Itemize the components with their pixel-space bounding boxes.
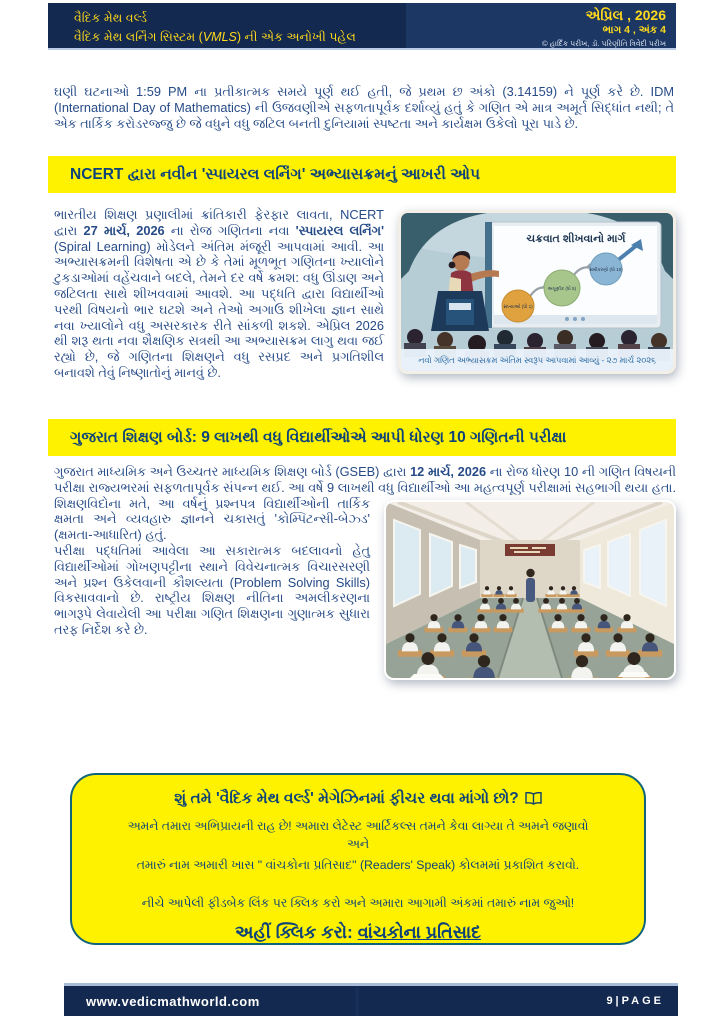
readers-speak-link[interactable]: વાંચકોના પ્રતિસાદ — [357, 921, 481, 942]
teacher-figure — [526, 568, 535, 601]
feedback-cta-prefix: અહીં ક્લિક કરો: — [235, 921, 358, 942]
section2-text-2: પ્રશ્નપત્ર વિદ્યાર્થીઓની તાર્કિક ક્ષમતા અને વ્યવહારુ જ્ઞાનને ચકાસતું 'કોમ્પિટન્સી-બેઝ્ડ' (ક્ષમતા-આધારિત) હતું. પરીક્ષા પદ્ધતિમાં આવેલા આ સકારાત્મક બદલાવનો હેતુ વિદ્યાર્થીઓમાં ગોખણપટ્ટીના સ્થાને વિવેચનાત્મક વિચારસરણી અને પ્રશ્ન ઉકેલવાની કૌશલ્યતા (Problem Solving Skills) વિકસાવવાનો છે. રાષ્ટ્રીય શિક્ષણ નીતિના અમલીકરણના ભાગરૂપે લેવાયેલી આ પરીક્ષા ગણિત શિક્ષણના ગુણાત્મક સુધારા તરફ નિર્દેશ કરે છે. — [54, 495, 370, 637]
exam-hall-svg — [386, 502, 674, 678]
section2-text-1: ગુજરાત માધ્યમિક અને ઉચ્ચતર માધ્યમિક શિક્ષણ બોર્ડ (GSEB) દ્વારા 12 માર્ચ, 2026 ના રોજ ધોરણ 10 ની ગણિત વિષયની પરીક્ષા રાજ્યભરમાં સફળતાપૂર્વક સંપન્ન થઈ. આ વર્ષે 9 લાખથી વધુ વિદ્યાર્થીઓ આ મહત્વપૂર્ણ પરીક્ષામાં સહભાગી થયા હતા. શિક્ષણવિદોના મતે, આ વર્ષનું — [54, 464, 677, 511]
issue-date: એપ્રિલ , 2026 — [585, 7, 666, 23]
feedback-box-line2: તમારું નામ અમારી ખાસ " વાંચકોના પ્રતિસાદ" (Readers' Speak) કોલમમાં પ્રકાશિત કરાવો. — [136, 857, 580, 872]
section1-text: ભારતીય શિક્ષણ પ્રણાલીમાં ક્રાંતિકારી ફેરફાર લાવતા, NCERT દ્વારા 27 માર્ચ, 2026 ના રોજ ગણિતના નવા 'સ્પાયરલ લર્નિંગ' (Spiral Learning) મોડેલને અંતિમ મંજૂરી આપવામાં આવી. આ અભ્યાસક્રમની વિશેષતા એ છે કે તેમાં મૂળભૂત ગણિતના ખ્યાલોને ટુકડાઓમાં વહેંચવાને બદલે, તેમને દર વર્ષે ક્રમશ: વધુ ઊંડાણ અને જટિલતા સાથે શીખવવામાં આવશે. આ પદ્ધતિ દ્વારા વિદ્યાર્થીઓ પરથી વિષયનો ભાર ઘટશે અને તેઓ અગાઉ શીખેલા જ્ઞાન સાથે નવા ખ્યાલોને વધુ અસરકારક રીતે સાંકળી શકશે. એપ્રિલ 2026 થી શરૂ થતા નવા શૈક્ષણિક સત્રથી આ અભ્યાસક્રમ લાગુ થવા જઈ રહ્યો છે, જે ગણિતના શિક્ષણને વધુ રસપ્રદ અને પ્રગતિશીલ બનાવશે તેવું નિષ્ણાતોનું માનવું છે. — [54, 207, 384, 380]
section2-heading: ગુજરાત શિક્ષણ બોર્ડ: 9 લાખથી વધુ વિદ્યાર્થીઓએ આપી ધોરણ 10 ગણિતની પરીક્ષા — [48, 419, 676, 456]
feedback-box-title-text: શું તમે 'વૈદિક મેથ વર્લ્ડ' મેગેઝિનમાં ફીચર થવા માંગો છો? — [174, 790, 519, 807]
right-window — [640, 520, 666, 606]
node-grade10-label: સમીકરણો (ધો 10) — [589, 267, 623, 272]
image1-caption: નવો ગણિત અભ્યાસક્રમ અંતિમ સ્વરૂપ આપવામાં આવ્યું - ૨૭ માર્ચ ૨૦૨૬ — [418, 355, 656, 365]
exam-hall-photo — [384, 500, 676, 680]
presentation-screen — [485, 222, 661, 328]
back-wall-banner — [505, 544, 555, 556]
node-grade1-label: સંખ્યાઓ (ધો 1) — [503, 304, 533, 309]
reader-feedback-box — [70, 773, 646, 945]
masthead — [48, 3, 676, 50]
classroom-illustration — [398, 210, 676, 374]
masthead-titles — [48, 3, 356, 48]
copyright-line: © હાર્દિક પરીખ, ડૉ. પરિણીતિ ત્રિવેદી પરીખ — [542, 38, 666, 48]
section1-body — [54, 207, 676, 382]
issue-volume: ભાગ 4 , અંક 4 — [602, 24, 666, 37]
footer-page-number: 9|PAGE — [606, 995, 664, 1007]
left-window — [394, 520, 420, 606]
feedback-box-line1: અમને તમારા અભિપ્રાયની રાહ છે! અમારા લેટેસ્ટ આર્ટિકલ્સ તમને કેવા લાગ્યા તે અમને જણાવો અને — [127, 819, 589, 852]
magazine-title: વૈદિક મેથ વર્લ્ડ — [74, 11, 147, 25]
masthead-issue-info — [542, 3, 676, 48]
feedback-box-title — [72, 790, 644, 810]
feedback-cta — [72, 922, 644, 943]
screen-title: ચક્રવાત શીખવાનો માર્ગ — [526, 233, 626, 245]
magazine-subtitle: વૈદિક મેથ લર્નિંગ સિસ્ટમ (VMLS) ની એક અનોખી પહેલ — [74, 30, 356, 45]
page-footer — [64, 983, 678, 1016]
feedback-box-line3: નીચે આપેલી ફીડબેક લિંક પર ક્લિક કરો અને અમારા આગામી અંકમાં તમારું નામ જુઓ! — [141, 896, 575, 911]
node-grade5-label: અપૂર્ણાંક (ધો 5) — [547, 286, 577, 291]
footer-url[interactable]: www.vedicmathworld.com — [86, 993, 260, 1009]
classroom-illustration-svg — [401, 213, 673, 371]
section1-heading: NCERT દ્વારા નવીન 'સ્પાયરલ લર્નિંગ' અભ્યાસક્રમનું આખરી ઓપ — [48, 156, 676, 193]
intro-paragraph: ઘણી ઘટનાઓ 1:59 PM ના પ્રતીકાત્મક સમયે પૂર્ણ થઈ હતી, જે પ્રથમ છ અંકો (3.14159) ને પૂર્ણ કરે છે. IDM (International Day of Mathematics) ની ઉજવણીએ સફળતાપૂર્વક દર્શાવ્યું હતું કે ગણિત એ માત્ર અમૂર્ત સિદ્ધાંત નથી; તે એક તાર્કિક કરોડરજ્જુ છે જે વધુને વધુ જટિલ બનતી દુનિયામાં સ્પષ્ટતા અને કાર્યક્ષમ ઉકેલો પૂરા પાડે છે. — [54, 84, 674, 131]
section2-body — [54, 464, 676, 688]
open-book-icon — [525, 792, 542, 809]
